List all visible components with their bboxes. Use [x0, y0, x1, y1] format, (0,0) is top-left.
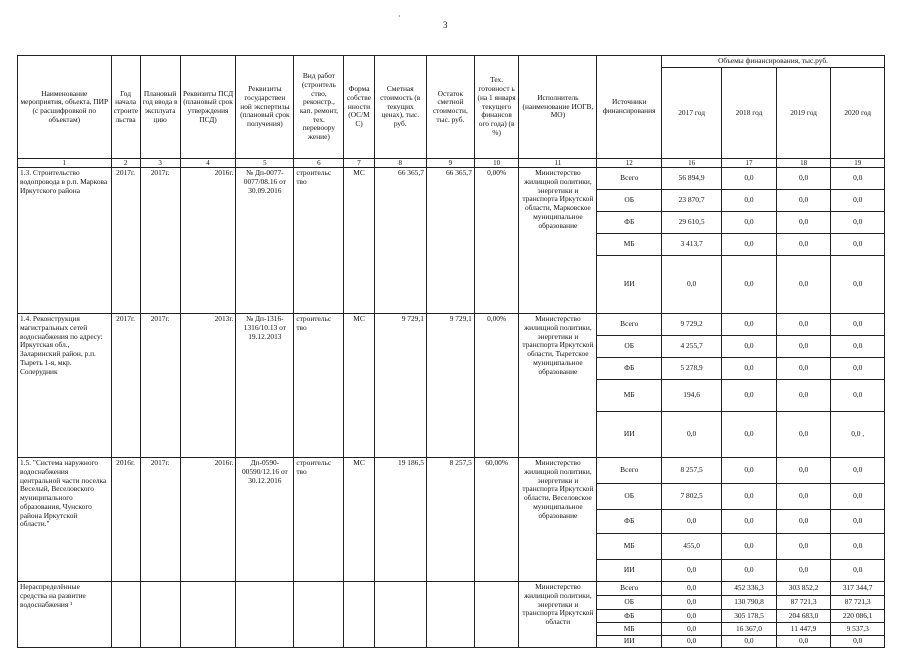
value-2020-cell: 0,0: [831, 336, 885, 358]
value-2019-cell: 204 683,0: [776, 610, 831, 623]
value-2018-cell: 0,0: [722, 256, 777, 314]
value-2017-cell: 0,0: [662, 636, 722, 648]
value-2019-cell: 0,0: [776, 412, 831, 458]
value-2020-cell: 0,0: [831, 168, 885, 190]
ownership-cell: МС: [344, 458, 374, 582]
header-year-2020: 2020 год: [831, 67, 885, 158]
value-2017-cell: 23 870,7: [662, 190, 722, 212]
funding-source-cell: Всего: [597, 458, 662, 484]
column-number: 8: [374, 159, 426, 168]
value-2019-cell: 0,0: [776, 336, 831, 358]
expertise-cell: № Дп-1316-1316/10.13 от 19.12.2013: [236, 314, 294, 458]
executor-cell: Министерство жилищной политики, энергетики и транспорта Иркутской области, Марковское муниципальное образование: [519, 168, 597, 314]
funding-source-cell: ОБ: [597, 596, 662, 610]
funding-source-cell: ФБ: [597, 510, 662, 534]
value-2020-cell: 0,0: [831, 534, 885, 560]
value-2019-cell: 0,0: [776, 190, 831, 212]
value-2018-cell: 16 367,0: [722, 623, 777, 636]
column-number: 7: [344, 159, 374, 168]
financing-table: [17, 55, 885, 648]
value-2019-cell: 0,0: [776, 212, 831, 234]
psd-cell: [180, 582, 236, 648]
value-2019-cell: 0,0: [776, 358, 831, 380]
value-2020-cell: 0,0 ,: [831, 412, 885, 458]
value-2018-cell: 0,0: [722, 212, 777, 234]
funding-source-cell: Всего: [597, 314, 662, 336]
value-2020-cell: 9 537,3: [831, 623, 885, 636]
column-number: 2: [111, 159, 140, 168]
value-2019-cell: 303 852,2: [776, 582, 831, 596]
value-2017-cell: 455,0: [662, 534, 722, 560]
commission-year-cell: 2017г.: [140, 314, 180, 458]
scan-mark: ·: [398, 12, 401, 21]
header-expertise: Реквизиты государствен ной экспертизы (плановый срок получения): [236, 56, 294, 159]
readiness-cell: 0,00%: [474, 314, 519, 458]
estimated-cost-cell: 9 729,1: [374, 314, 426, 458]
funding-source-cell: ФБ: [597, 358, 662, 380]
table-body: [18, 168, 885, 648]
header-psd: Реквизиты ПСД (плановый срок утверждения ПСД): [180, 56, 236, 159]
column-number: 3: [140, 159, 180, 168]
page-number: 3: [443, 20, 448, 30]
value-2019-cell: 87 721,3: [776, 596, 831, 610]
value-2018-cell: 0,0: [722, 484, 777, 510]
project-name-cell: 1.5. "Система наружного водоснабжения центральной части поселка Веселый, Веселовского муниципального образования, Чунского района Иркутской области.": [18, 458, 112, 582]
start-year-cell: 2017г.: [111, 314, 140, 458]
column-number: 19: [831, 159, 885, 168]
value-2019-cell: 0,0: [776, 314, 831, 336]
column-number: 1: [18, 159, 112, 168]
value-2020-cell: 0,0: [831, 358, 885, 380]
value-2017-cell: 0,0: [662, 560, 722, 582]
value-2017-cell: 5 278,9: [662, 358, 722, 380]
table-row: [18, 582, 885, 596]
column-numbering-row: [18, 159, 885, 168]
value-2017-cell: 0,0: [662, 623, 722, 636]
value-2017-cell: 4 255,7: [662, 336, 722, 358]
remaining-cost-cell: 9 729,1: [426, 314, 474, 458]
value-2018-cell: 0,0: [722, 190, 777, 212]
funding-source-cell: ОБ: [597, 484, 662, 510]
ownership-cell: [344, 582, 374, 648]
readiness-cell: 60,00%: [474, 458, 519, 582]
value-2019-cell: 0,0: [776, 234, 831, 256]
remaining-cost-cell: [426, 582, 474, 648]
value-2020-cell: 0,0: [831, 190, 885, 212]
estimated-cost-cell: 19 186,5: [374, 458, 426, 582]
funding-source-cell: ОБ: [597, 190, 662, 212]
project-name-cell: 1.4. Реконструкция магистральных сетей водоснабжения по адресу: Иркутская обл., Заларинский район, р.п. Тыреть 1-я, мкр. Солерудник: [18, 314, 112, 458]
column-number: 6: [294, 159, 344, 168]
header-commission-year: Плановый год ввода в эксплуата цию: [140, 56, 180, 159]
value-2018-cell: 0,0: [722, 534, 777, 560]
funding-source-cell: МБ: [597, 234, 662, 256]
readiness-cell: 0,00%: [474, 168, 519, 314]
work-type-cell: строительс тво: [294, 314, 344, 458]
funding-source-cell: ИИ: [597, 256, 662, 314]
value-2019-cell: 0,0: [776, 534, 831, 560]
funding-source-cell: Всего: [597, 582, 662, 596]
header-readiness: Тех. готовност ь (на 1 января текущего финансов ого года) (в %): [474, 56, 519, 159]
header-year-2018: 2018 год: [722, 67, 777, 158]
value-2018-cell: 0,0: [722, 636, 777, 648]
readiness-cell: [474, 582, 519, 648]
value-2020-cell: 0,0: [831, 314, 885, 336]
executor-cell: Министерство жилищной политики, энергетики и транспорта Иркутской области, Веселовское муниципальное образование: [519, 458, 597, 582]
value-2019-cell: 0,0: [776, 168, 831, 190]
funding-source-cell: Всего: [597, 168, 662, 190]
value-2020-cell: 0,0: [831, 256, 885, 314]
value-2020-cell: 0,0: [831, 484, 885, 510]
value-2019-cell: 0,0: [776, 510, 831, 534]
column-number: 12: [597, 159, 662, 168]
value-2018-cell: 0,0: [722, 380, 777, 412]
value-2020-cell: 0,0: [831, 458, 885, 484]
value-2020-cell: 317 344,7: [831, 582, 885, 596]
value-2019-cell: 0,0: [776, 256, 831, 314]
value-2017-cell: 7 802,5: [662, 484, 722, 510]
executor-cell: Министерство жилищной политики, энергетики и транспорта Иркутской области, Тыретское муниципальное образование: [519, 314, 597, 458]
value-2017-cell: 56 894,9: [662, 168, 722, 190]
project-name-cell: 1.3. Строительство водопровода в р.п. Маркова Иркутского района: [18, 168, 112, 314]
value-2020-cell: 220 086,1: [831, 610, 885, 623]
funding-source-cell: ФБ: [597, 212, 662, 234]
funding-source-cell: ИИ: [597, 412, 662, 458]
table-row: [18, 314, 885, 336]
column-number: 9: [426, 159, 474, 168]
value-2020-cell: 0,0: [831, 234, 885, 256]
column-number: 18: [776, 159, 831, 168]
value-2018-cell: 0,0: [722, 412, 777, 458]
estimated-cost-cell: [374, 582, 426, 648]
psd-cell: 2016г.: [180, 168, 236, 314]
estimated-cost-cell: 66 365,7: [374, 168, 426, 314]
header-estimated-cost: Сметная стоимость (в текущих ценах), тыс. руб.: [374, 56, 426, 159]
executor-cell: Министерство жилищной политики, энергетики и транспорта Иркутской области: [519, 582, 597, 648]
header-funding-sources: Источники финансирования: [597, 56, 662, 159]
value-2019-cell: 0,0: [776, 458, 831, 484]
expertise-cell: [236, 582, 294, 648]
header-year-2017: 2017 год: [662, 67, 722, 158]
value-2017-cell: 194,6: [662, 380, 722, 412]
header-work-type: Вид работ (строитель ство, реконстр., кап. ремонт, тех. перевоору жение): [294, 56, 344, 159]
header-start-year: Год начала строите льства: [111, 56, 140, 159]
ownership-cell: МС: [344, 314, 374, 458]
start-year-cell: 2017г.: [111, 168, 140, 314]
value-2020-cell: 0,0: [831, 380, 885, 412]
value-2020-cell: 0,0: [831, 636, 885, 648]
value-2019-cell: 11 447,9: [776, 623, 831, 636]
value-2017-cell: 29 610,5: [662, 212, 722, 234]
value-2019-cell: 0,0: [776, 380, 831, 412]
value-2020-cell: 0,0: [831, 560, 885, 582]
table-row: [18, 168, 885, 190]
value-2017-cell: 9 729,2: [662, 314, 722, 336]
value-2017-cell: 0,0: [662, 412, 722, 458]
value-2018-cell: 0,0: [722, 358, 777, 380]
value-2020-cell: 0,0: [831, 212, 885, 234]
expertise-cell: Дп-0590-00590/12.16 от 30.12.2016: [236, 458, 294, 582]
value-2017-cell: 0,0: [662, 510, 722, 534]
funding-source-cell: МБ: [597, 380, 662, 412]
psd-cell: 2013г.: [180, 314, 236, 458]
work-type-cell: строительс тво: [294, 168, 344, 314]
funding-source-cell: ФБ: [597, 610, 662, 623]
value-2018-cell: 305 178,5: [722, 610, 777, 623]
funding-source-cell: МБ: [597, 534, 662, 560]
start-year-cell: 2016г.: [111, 458, 140, 582]
value-2018-cell: 130 790,8: [722, 596, 777, 610]
header-executor: Исполнитель (наименование ИОГВ, МО): [519, 56, 597, 159]
column-number: 5: [236, 159, 294, 168]
value-2018-cell: 0,0: [722, 560, 777, 582]
funding-source-cell: ОБ: [597, 336, 662, 358]
value-2017-cell: 8 257,5: [662, 458, 722, 484]
header-financing-volumes: Объемы финансирования, тыс.руб.: [662, 56, 885, 68]
remaining-cost-cell: 8 257,5: [426, 458, 474, 582]
value-2017-cell: 0,0: [662, 596, 722, 610]
header-year-2019: 2019 год: [776, 67, 831, 158]
value-2019-cell: 0,0: [776, 636, 831, 648]
value-2017-cell: 0,0: [662, 610, 722, 623]
header-name: Наименование мероприятия, объекта, ПИР (с расшифровкой по объектам): [18, 56, 112, 159]
ownership-cell: МС: [344, 168, 374, 314]
value-2018-cell: 0,0: [722, 336, 777, 358]
column-number: 16: [662, 159, 722, 168]
commission-year-cell: 2017г.: [140, 458, 180, 582]
value-2018-cell: 0,0: [722, 234, 777, 256]
expertise-cell: № Дп-0077-0077/08.16 от 30.09.2016: [236, 168, 294, 314]
value-2017-cell: 0,0: [662, 256, 722, 314]
start-year-cell: [111, 582, 140, 648]
column-number: 10: [474, 159, 519, 168]
commission-year-cell: 2017г.: [140, 168, 180, 314]
value-2018-cell: 0,0: [722, 510, 777, 534]
funding-source-cell: МБ: [597, 623, 662, 636]
column-number: 4: [180, 159, 236, 168]
value-2020-cell: 87 721,3: [831, 596, 885, 610]
value-2019-cell: 0,0: [776, 560, 831, 582]
work-type-cell: строительс тво: [294, 458, 344, 582]
commission-year-cell: [140, 582, 180, 648]
funding-source-cell: ИИ: [597, 636, 662, 648]
value-2018-cell: 452 336,3: [722, 582, 777, 596]
psd-cell: 2016г.: [180, 458, 236, 582]
value-2018-cell: 0,0: [722, 168, 777, 190]
value-2018-cell: 0,0: [722, 314, 777, 336]
value-2017-cell: 0,0: [662, 582, 722, 596]
column-number: 17: [722, 159, 777, 168]
table-row: [18, 458, 885, 484]
work-type-cell: [294, 582, 344, 648]
project-name-cell: Нераспределённые средства на развитие водоснабжения ¹: [18, 582, 112, 648]
header-ownership: Форма собстве нности (ОС/М С): [344, 56, 374, 159]
remaining-cost-cell: 66 365,7: [426, 168, 474, 314]
value-2019-cell: 0,0: [776, 484, 831, 510]
value-2017-cell: 3 413,7: [662, 234, 722, 256]
value-2018-cell: 0,0: [722, 458, 777, 484]
value-2020-cell: 0,0: [831, 510, 885, 534]
column-number: 11: [519, 159, 597, 168]
header-remaining-cost: Остаток сметной стоимости, тыс. руб.: [426, 56, 474, 159]
funding-source-cell: ИИ: [597, 560, 662, 582]
